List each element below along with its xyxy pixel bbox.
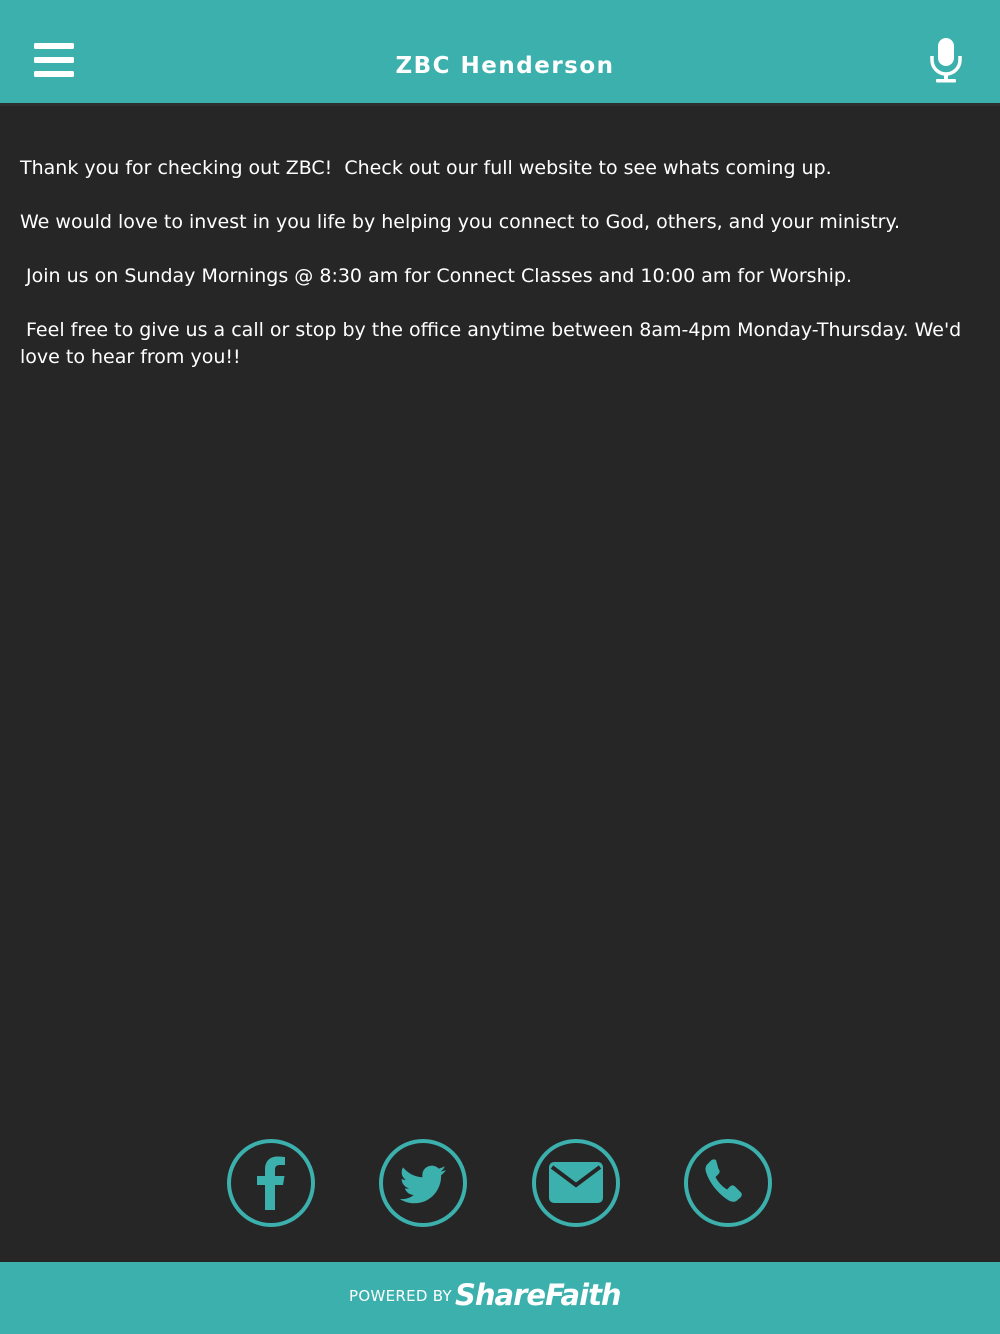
facebook-icon (226, 1138, 316, 1228)
service-times-paragraph: Join us on Sunday Mornings @ 8:30 am for Connect Classes and 10:00 am for Worship. (20, 265, 852, 287)
social-links (0, 1138, 1000, 1230)
twitter-icon (378, 1138, 468, 1228)
phone-icon (683, 1138, 773, 1228)
invest-paragraph: We would love to invest in you life by helping you connect to God, others, and your ministry. (20, 211, 901, 233)
phone-button[interactable] (683, 1138, 773, 1228)
email-icon (531, 1138, 621, 1228)
app-title: ZBC Henderson (395, 53, 615, 79)
powered-by-label: POWERED BY (349, 1287, 453, 1305)
sharefaith-logo: ShareFaith (455, 1278, 621, 1312)
office-hours-paragraph: Feel free to give us a call or stop by the office anytime between 8am-4pm Monday-Thursday. We'd love to hear from you!! (20, 319, 968, 368)
twitter-button[interactable] (378, 1138, 468, 1228)
welcome-paragraph: Thank you for checking out ZBC! Check out our full website to see whats coming up. (20, 157, 832, 179)
microphone-icon (926, 34, 966, 86)
header-divider (0, 103, 1000, 106)
microphone-button[interactable] (926, 34, 966, 86)
email-button[interactable] (531, 1138, 621, 1228)
welcome-content (20, 155, 986, 398)
menu-button[interactable] (26, 34, 82, 86)
facebook-button[interactable] (226, 1138, 316, 1228)
hamburger-menu-icon (26, 34, 82, 86)
app-header (0, 0, 1000, 103)
